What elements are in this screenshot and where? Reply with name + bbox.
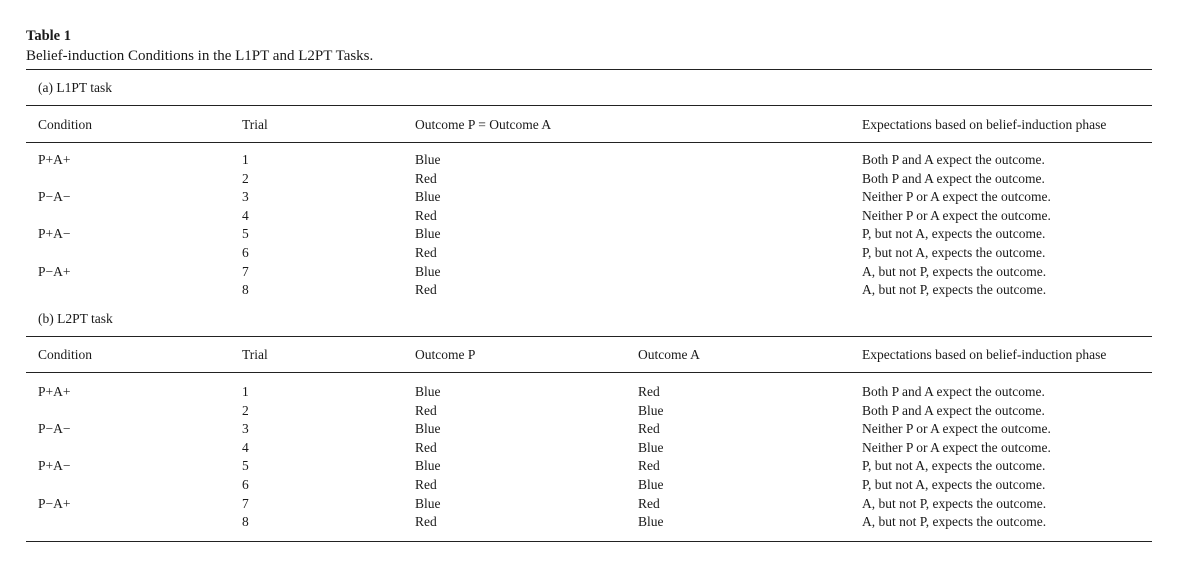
cell-trial: 8 <box>242 514 249 530</box>
section-b-label: (b) L2PT task <box>38 311 113 326</box>
section-b-header-expectations: Expectations based on belief-induction phase <box>862 347 1107 362</box>
cell-outcome-a: Blue <box>638 402 664 418</box>
cell-expectation: Neither P or A expect the outcome. <box>862 189 1051 205</box>
cell-condition: P+A− <box>38 458 71 474</box>
cell-trial: 6 <box>242 245 249 260</box>
cell-condition: P+A+ <box>38 384 71 399</box>
cell-outcome-p: Blue <box>415 384 441 399</box>
bottom-rule <box>26 541 1152 542</box>
cell-trial: 1 <box>242 384 249 399</box>
cell-outcome-p: Blue <box>415 421 441 437</box>
section-a-header-expectations: Expectations based on belief-induction phase <box>862 117 1107 132</box>
section-a-header-outcome: Outcome P = Outcome A <box>415 117 552 132</box>
section-a-header-trial: Trial <box>242 117 268 132</box>
cell-outcome-a: Red <box>638 384 660 399</box>
cell-trial: 2 <box>242 170 249 186</box>
section-a-header-top-rule <box>26 105 1152 106</box>
cell-condition: P+A+ <box>38 152 71 167</box>
cell-expectation: Both P and A expect the outcome. <box>862 384 1045 399</box>
cell-expectation: P, but not A, expects the outcome. <box>862 226 1046 242</box>
cell-outcome-a: Blue <box>638 514 664 530</box>
section-a-header-bottom-rule <box>26 142 1152 143</box>
top-rule <box>26 69 1152 70</box>
cell-trial: 5 <box>242 458 249 474</box>
cell-outcome-p: Red <box>415 514 437 530</box>
cell-expectation: Both P and A expect the outcome. <box>862 152 1045 167</box>
cell-expectation: A, but not P, expects the outcome. <box>862 263 1047 279</box>
cell-expectation: P, but not A, expects the outcome. <box>862 245 1046 260</box>
cell-expectation: P, but not A, expects the outcome. <box>862 477 1046 492</box>
cell-outcome-a: Blue <box>638 439 664 455</box>
cell-trial: 7 <box>242 263 249 279</box>
section-b-header-outcome-p: Outcome P <box>415 347 476 362</box>
cell-expectation: P, but not A, expects the outcome. <box>862 458 1046 474</box>
cell-outcome: Blue <box>415 152 441 167</box>
cell-outcome: Red <box>415 282 437 298</box>
cell-trial: 6 <box>242 477 249 492</box>
cell-outcome: Blue <box>415 263 441 279</box>
cell-outcome-a: Blue <box>638 477 664 492</box>
cell-trial: 4 <box>242 207 249 223</box>
section-b-header-trial: Trial <box>242 347 268 362</box>
cell-outcome-p: Blue <box>415 458 441 474</box>
cell-expectation: A, but not P, expects the outcome. <box>862 514 1047 530</box>
cell-outcome: Blue <box>415 189 441 205</box>
section-b-header-condition: Condition <box>38 347 93 362</box>
section-a-header-condition: Condition <box>38 117 93 132</box>
cell-outcome: Red <box>415 170 437 186</box>
cell-trial: 4 <box>242 439 249 455</box>
cell-expectation: A, but not P, expects the outcome. <box>862 495 1047 511</box>
cell-outcome: Red <box>415 245 437 260</box>
cell-trial: 3 <box>242 189 249 205</box>
cell-condition: P−A+ <box>38 495 71 511</box>
cell-outcome: Red <box>415 207 437 223</box>
section-a-label: (a) L1PT task <box>38 80 112 95</box>
cell-expectation: Neither P or A expect the outcome. <box>862 207 1051 223</box>
cell-outcome-p: Blue <box>415 495 441 511</box>
cell-outcome-p: Red <box>415 402 437 418</box>
table-title: Table 1 <box>26 28 71 44</box>
section-b-header-bottom-rule <box>26 372 1152 373</box>
cell-trial: 2 <box>242 402 249 418</box>
cell-expectation: Both P and A expect the outcome. <box>862 402 1045 418</box>
cell-outcome-p: Red <box>415 439 437 455</box>
cell-expectation: A, but not P, expects the outcome. <box>862 282 1047 298</box>
cell-outcome: Blue <box>415 226 441 242</box>
cell-condition: P+A− <box>38 226 71 242</box>
section-b-header-top-rule <box>26 336 1152 337</box>
cell-outcome-a: Red <box>638 495 660 511</box>
cell-outcome-a: Red <box>638 421 660 437</box>
cell-expectation: Neither P or A expect the outcome. <box>862 439 1051 455</box>
section-b-header-outcome-a: Outcome A <box>638 347 700 362</box>
cell-outcome-a: Red <box>638 458 660 474</box>
cell-condition: P−A+ <box>38 263 71 279</box>
cell-condition: P−A− <box>38 189 71 205</box>
cell-expectation: Both P and A expect the outcome. <box>862 170 1045 186</box>
table-caption: Belief-induction Conditions in the L1PT and L2PT Tasks. <box>26 48 374 64</box>
cell-expectation: Neither P or A expect the outcome. <box>862 421 1051 437</box>
cell-trial: 1 <box>242 152 249 167</box>
cell-outcome-p: Red <box>415 477 437 492</box>
cell-condition: P−A− <box>38 421 71 437</box>
cell-trial: 8 <box>242 282 249 298</box>
cell-trial: 3 <box>242 421 249 437</box>
cell-trial: 5 <box>242 226 249 242</box>
cell-trial: 7 <box>242 495 249 511</box>
